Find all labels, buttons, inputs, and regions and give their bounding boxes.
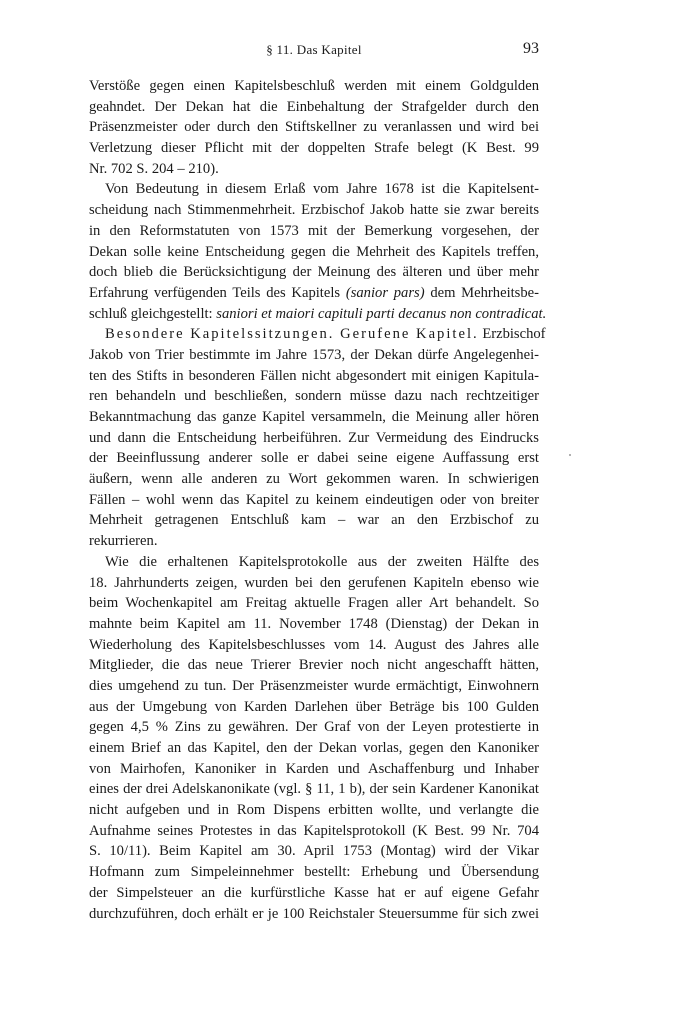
line-text: dem Mehrheitsbe- (430, 284, 539, 301)
line-text: Fällen – wohl wenn das Kapitel zu keinem eindeutigen oder von breiter (89, 491, 539, 508)
line-text: von Mairhofen, Kanoniker in Karden und Aschaffenburg und Inhaber (89, 760, 539, 777)
line-text: Erfahrung verfügenden Teils des Kapitels (89, 284, 341, 301)
line-text: S. 10/11). Beim Kapitel am 30. April 1753 (Montag) wird der Vikar (89, 843, 539, 860)
line-text: Hofmann zum Simpeleinnehmer bestellt: Erhebung und Übersendung (89, 864, 539, 881)
spaced-heading: Besondere Kapitelssitzungen. Gerufene Kapitel. (105, 326, 479, 343)
text-line (89, 304, 547, 325)
text-line (89, 242, 539, 263)
text-line (89, 510, 539, 531)
text-line (89, 593, 539, 614)
line-text: geahndet. Der Dekan hat die Einbehaltung der Strafgelder durch den (89, 98, 539, 115)
line-text: einem Brief an das Kapitel, den der Dekan vorlas, gegen den Kanoniker (89, 740, 539, 756)
text-line (89, 635, 539, 656)
body-text (89, 76, 547, 924)
line-text: nicht aufgeben und in Rom Dispens erbitten wollte, und verlangte die (89, 802, 539, 819)
text-line (89, 800, 539, 821)
line-text: äußern, wenn alle anderen zu Wort gekommen waren. In schwierigen (89, 471, 539, 488)
line-text: und dann die Entscheidung herbeiführen. Zur Vermeidung des Eindrucks (89, 429, 539, 446)
page-number: 93 (523, 40, 539, 57)
line-text: Erzbischof (482, 326, 546, 343)
text-line (89, 117, 539, 138)
line-text: rekurrieren. (89, 533, 158, 550)
line-text: ren behandeln und beschließen, sondern müsse dazu nach rechtzeitiger (89, 388, 539, 405)
line-text: Verstöße gegen einen Kapitelsbeschluß werden mit einem Goldgulden (89, 78, 539, 94)
line-text: mahnte beim Kapitel am 11. November 1748 (Dienstag) der Dekan in (89, 615, 539, 632)
text-line (89, 738, 539, 759)
line-text: Präsenzmeister oder durch den Stiftskellner zu veranlassen und wird bei (89, 119, 539, 136)
text-line (89, 345, 539, 366)
line-text: Wie die erhaltenen Kapitelsprotokolle aus der zweiten Hälfte des (105, 553, 539, 570)
text-line (89, 428, 539, 449)
line-text: der Beeinflussung anderer solle er dabei seine eigene Auffassung erst (89, 450, 539, 467)
line-text: Verletzung dieser Pflicht mit der doppelten Strafe belegt (K Best. 99 (89, 140, 539, 157)
text-line (89, 573, 539, 594)
text-line (89, 779, 539, 800)
line-text: Jakob von Trier bestimmte im Jahre 1573, der Dekan dürfe Angelegenhei- (89, 346, 539, 363)
line-text: Von Bedeutung in diesem Erlaß vom Jahre 1678 ist die Kapitelsent- (105, 181, 539, 198)
text-line (89, 490, 539, 511)
line-text: schluß gleichgestellt: (89, 305, 213, 322)
line-text: Wiederholung des Kapitelsbeschlusses vom 14. August des Jahres alle (89, 636, 539, 653)
line-text: ten des Stifts in besonderen Fällen nicht abgesondert mit einigen Kapitula- (89, 367, 539, 384)
italic-phrase: saniori et maiori capituli parti decanus non contradicat. (216, 305, 547, 322)
text-line (89, 448, 539, 469)
text-line (89, 76, 539, 97)
line-text: in den Reformstatuten von 1573 mit der Bemerkung vorgesehen, der (89, 222, 539, 239)
line-text: scheidung nach Stimmenmehrheit. Erzbischof Jakob hatte sie zwar bereits (89, 202, 539, 219)
line-text: eines der drei Adelskanonikate (vgl. § 11, 1 b), der sein Kardener Kanonikat (89, 781, 539, 798)
text-line (89, 97, 539, 118)
text-line (89, 138, 539, 159)
text-line (89, 717, 539, 738)
italic-phrase: (sanior pars) (345, 284, 425, 301)
line-text: Bekanntmachung das ganze Kapitel versammeln, die Meinung aller hören (89, 409, 539, 425)
line-text: durchzuführen, doch erhält er je 100 Reichstaler Steuersumme für sich zwei (89, 905, 539, 922)
text-line (89, 200, 539, 221)
line-text: Dekan solle keine Entscheidung gegen die Mehrheit des Kapitels treffen, (89, 243, 539, 260)
text-line (89, 283, 539, 304)
running-title: § 11. Das Kapitel (266, 42, 362, 57)
line-text: Mitglieder, die das neue Trierer Brevier noch nicht angeschafft hätten, (89, 657, 539, 674)
line-text: Nr. 702 S. 204 – 210). (89, 160, 219, 177)
text-line (89, 262, 539, 283)
line-text: Aufnahme seines Protestes in das Kapitelsprotokoll (K Best. 99 Nr. 704 (89, 822, 539, 839)
text-line (89, 841, 539, 862)
text-line (89, 697, 539, 718)
text-line (89, 366, 539, 387)
text-line (89, 221, 539, 242)
text-line (89, 407, 539, 428)
text-line (89, 469, 539, 490)
text-line (89, 179, 539, 200)
margin-mark (569, 454, 571, 456)
text-line (89, 883, 539, 904)
text-line (89, 904, 539, 925)
text-line (89, 386, 539, 407)
text-line (89, 531, 539, 552)
line-text: aus der Umgebung von Karden Darlehen über Beträge bis 100 Gulden (89, 698, 539, 715)
text-line (89, 324, 546, 345)
text-line (89, 676, 539, 697)
line-text: Mehrheit getragenen Entschluß kam – war an den Erzbischof zu (89, 512, 539, 529)
text-line (89, 862, 539, 883)
line-text: beim Wochenkapitel am Freitag aktuelle Fragen aller Art behandelt. So (89, 595, 539, 612)
line-text: dies umgehend zu tun. Der Präsenzmeister wurde ermächtigt, Einwohnern (89, 677, 539, 694)
text-line (89, 821, 539, 842)
line-text: der Simpelsteuer an die kurfürstliche Kasse hat er auf eigene Gefahr (89, 884, 539, 901)
text-line (89, 614, 539, 635)
text-line (89, 759, 539, 780)
text-line (89, 552, 539, 573)
line-text: doch blieb die Berücksichtigung der Meinung des älteren und über mehr (89, 264, 539, 281)
line-text: 18. Jahrhunderts zeigen, wurden bei den gerufenen Kapiteln ebenso wie (89, 574, 539, 591)
page-header (89, 40, 539, 60)
text-line (89, 159, 539, 180)
text-line (89, 655, 539, 676)
line-text: gegen 4,5 % Zins zu gewähren. Der Graf von der Leyen protestierte in (89, 719, 539, 736)
